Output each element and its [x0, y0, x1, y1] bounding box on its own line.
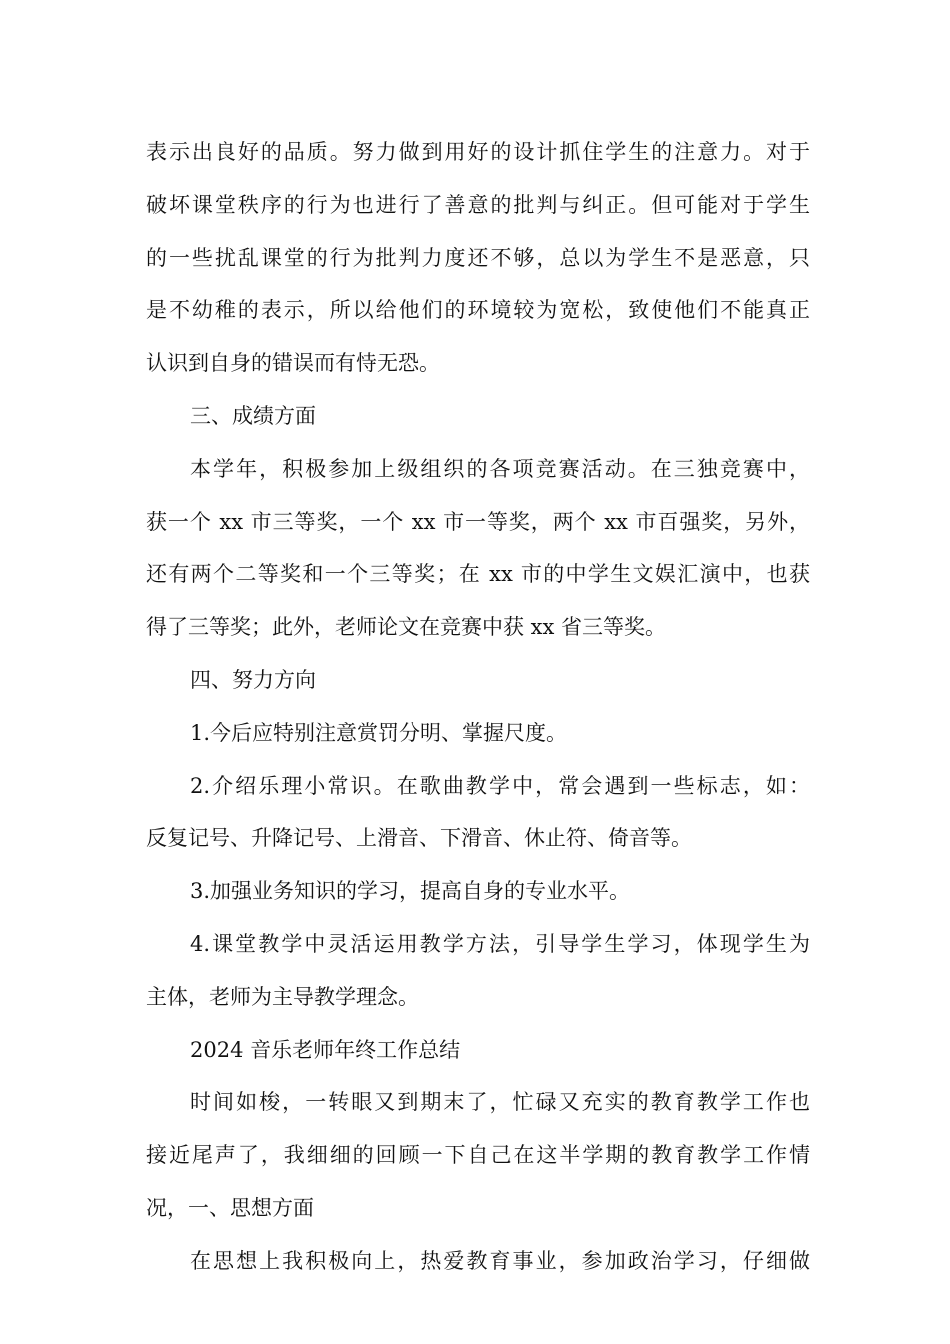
text-line: 还有两个二等奖和一个三等奖；在 xx 市的中学生文娱汇演中，也获: [146, 562, 810, 587]
text-line: 认识到自身的错误而有恃无恐。: [146, 351, 440, 376]
text-line: 本学年，积极参加上级组织的各项竞赛活动。在三独竞赛中，: [190, 456, 810, 481]
text-line: 得了三等奖；此外，老师论文在竞赛中获 xx 省三等奖。: [146, 615, 667, 640]
section-heading: 四、努力方向: [190, 667, 316, 692]
list-item: 3.加强业务知识的学习，提高自身的专业水平。: [190, 879, 631, 904]
document-title: 2024 音乐老师年终工作总结: [190, 1037, 461, 1062]
document-body: [146, 126, 810, 1288]
text-line: 时间如梭，一转眼又到期末了，忙碌又充实的教育教学工作也: [190, 1090, 810, 1115]
text-line: 反复记号、升降记号、上滑音、下滑音、休止符、倚音等。: [146, 826, 692, 851]
list-item: 4.课堂教学中灵活运用教学方法，引导学生学习，体现学生为: [190, 931, 810, 956]
list-item: 2.介绍乐理小常识。在歌曲教学中，常会遇到一些标志，如：: [190, 773, 810, 798]
text-line: 的一些扰乱课堂的行为批判力度还不够，总以为学生不是恶意，只: [146, 245, 810, 270]
section-heading: 三、成绩方面: [190, 403, 316, 428]
text-line: 获一个 xx 市三等奖，一个 xx 市一等奖，两个 xx 市百强奖，另外，: [146, 509, 810, 534]
text-line: 破坏课堂秩序的行为也进行了善意的批判与纠正。但可能对于学生: [146, 192, 810, 217]
text-line: 主体，老师为主导教学理念。: [146, 984, 419, 1009]
text-line: 况，一、思想方面: [146, 1195, 314, 1220]
text-line: 在思想上我积极向上，热爱教育事业，参加政治学习，仔细做: [190, 1248, 810, 1273]
list-item: 1.今后应特别注意赏罚分明、掌握尺度。: [190, 720, 568, 745]
text-line: 是不幼稚的表示，所以给他们的环境较为宽松，致使他们不能真正: [146, 298, 810, 323]
text-line: 接近尾声了，我细细的回顾一下自己在这半学期的教育教学工作情: [146, 1143, 810, 1168]
text-line: 表示出良好的品质。努力做到用好的设计抓住学生的注意力。对于: [146, 140, 810, 164]
